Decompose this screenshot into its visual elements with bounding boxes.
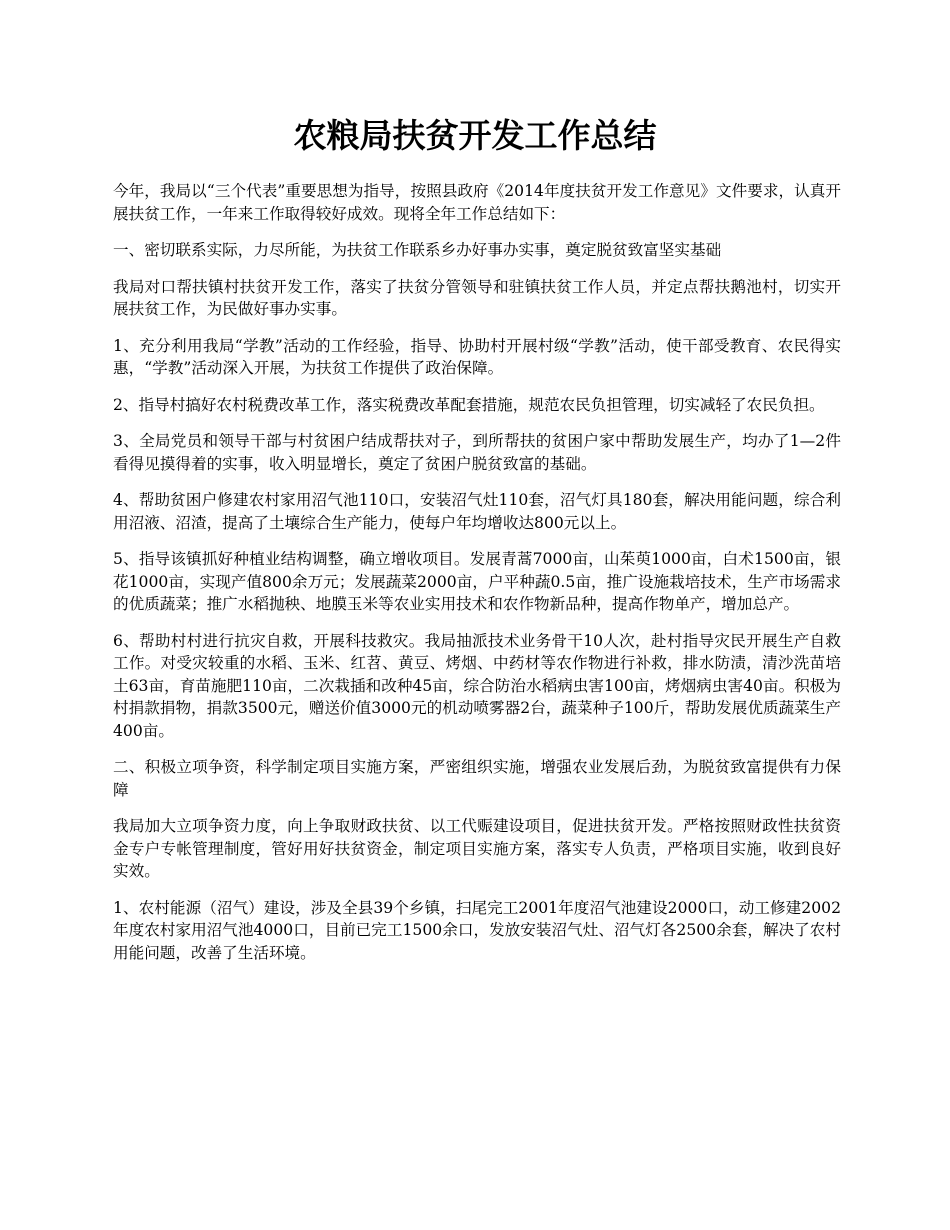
list-item-1-3: 3、全局党员和领导干部与村贫困户结成帮扶对子，到所帮扶的贫困户家中帮助发展生产，均办了1—2件看得见摸得着的实事，收入明显增长，奠定了贫困户脱贫致富的基础。 <box>113 432 841 473</box>
document-title: 农粮局扶贫开发工作总结 <box>293 116 657 155</box>
paragraph-section-1-intro: 我局对口帮扶镇村扶贫开发工作，落实了扶贫分管领导和驻镇扶贫工作人员，并定点帮扶鹅池村，切实开展扶贫工作，为民做好事办实事。 <box>113 277 841 318</box>
list-item-1-5: 5、指导该镇抓好种植业结构调整，确立增收项目。发展青蒿7000亩，山茱萸1000亩，白术1500亩，银花1000亩，实现产值800余万元；发展蔬菜2000亩，户平种蔬0.5亩，推广设施栽培技术，生产市场需求的优质蔬菜；推广水稻抛秧、地膜玉米等农业实用技术和农作物新品种，提高作物单产，增加总产。 <box>113 550 841 613</box>
list-item-1-1: 1、充分利用我局“学教”活动的工作经验，指导、协助村开展村级“学教”活动，使干部受教育、农民得实惠，“学教”活动深入开展，为扶贫工作提供了政治保障。 <box>113 336 841 377</box>
list-item-1-4: 4、帮助贫困户修建农村家用沼气池110口，安装沼气灶110套，沼气灯具180套，解决用能问题，综合利用沼液、沼渣，提高了土壤综合生产能力，使每户年均增收达800元以上。 <box>113 491 841 532</box>
paragraph-intro: 今年，我局以“三个代表”重要思想为指导，按照县政府《2014年度扶贫开发工作意见》文件要求，认真开展扶贫工作，一年来工作取得较好成效。现将全年工作总结如下： <box>113 182 841 223</box>
section-heading-1: 一、密切联系实际，力尽所能，为扶贫工作联系乡办好事办实事，奠定脱贫致富坚实基础 <box>113 241 722 259</box>
list-item-1-6: 6、帮助村村进行抗灾自救，开展科技救灾。我局抽派技术业务骨干10人次，赴村指导灾民开展生产自救工作。对受灾较重的水稻、玉米、红苕、黄豆、烤烟、中药材等农作物进行补救，排水防渍，清沙洗苗培土63亩，育苗施肥110亩，二次栽插和改种45亩，综合防治水稻病虫害100亩，烤烟病虫害40亩。积极为村捐款捐物，捐款3500元，赠送价值3000元的机动喷雾器2台，蔬菜种子100斤，帮助发展优质蔬菜生产400亩。 <box>113 631 841 740</box>
paragraph-section-2-intro: 我局加大立项争资力度，向上争取财政扶贫、以工代赈建设项目，促进扶贫开发。严格按照财政性扶贫资金专户专帐管理制度，管好用好扶贫资金，制定项目实施方案，落实专人负责，严格项目实施，收到良好实效。 <box>113 817 841 880</box>
list-item-2-1: 1、农村能源（沼气）建设，涉及全县39个乡镇，扫尾完工2001年度沼气池建设2000口，动工修建2002年度农村家用沼气池4000口，目前已完工1500余口，发放安装沼气灶、沼气灯各2500余套，解决了农村用能问题，改善了生活环境。 <box>113 898 841 962</box>
section-heading-2: 二、积极立项争资，科学制定项目实施方案，严密组织实施，增强农业发展后劲，为脱贫致富提供有力保障 <box>113 758 841 799</box>
document-body <box>113 180 841 978</box>
list-item-1-2: 2、指导村搞好农村税费改革工作，落实税费改革配套措施，规范农民负担管理，切实减轻了农民负担。 <box>113 395 825 414</box>
